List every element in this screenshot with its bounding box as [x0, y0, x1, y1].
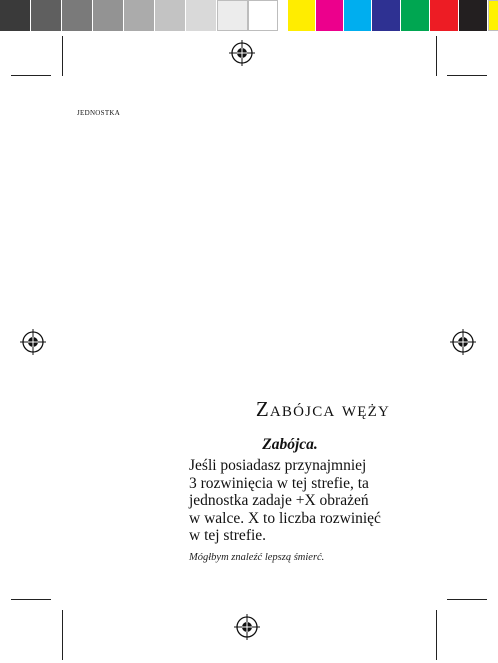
card-title: Zabójca węży	[255, 397, 390, 421]
ability-line: jednostka zadaje +X obrażeń	[189, 492, 369, 509]
gray-swatch-8	[217, 0, 248, 31]
flavor-text: Mógłbym znaleźć lepszą śmierć.	[189, 552, 325, 563]
gray-swatch-2	[31, 0, 62, 31]
crop-mark	[62, 36, 63, 76]
crop-mark	[11, 599, 51, 600]
registration-mark-icon	[20, 329, 46, 355]
crop-mark	[447, 599, 487, 600]
cyan-swatch	[344, 0, 372, 31]
crop-mark	[11, 75, 51, 76]
gray-swatch-7	[186, 0, 217, 31]
registration-mark-icon	[450, 329, 476, 355]
blue-swatch	[372, 0, 401, 31]
gray-swatch-1	[0, 0, 31, 31]
gray-swatch-3	[62, 0, 93, 31]
light-yellow-swatch	[488, 0, 498, 31]
gray-swatch-5	[124, 0, 155, 31]
white-swatch	[248, 0, 278, 31]
unit-type-label: jednostka	[77, 107, 121, 118]
registration-mark-icon	[229, 40, 255, 66]
crop-mark	[436, 36, 437, 76]
magenta-swatch	[316, 0, 344, 31]
black-swatch	[459, 0, 488, 31]
ability-line: 3 rozwinięcia w tej strefie, ta	[189, 474, 369, 492]
color-calibration-bar	[0, 0, 498, 31]
ability-name: Zabójca.	[262, 436, 318, 453]
green-swatch	[401, 0, 430, 31]
ability-text	[189, 457, 401, 545]
ability-line: w tej strefie.	[189, 527, 267, 544]
yellow-swatch	[288, 0, 316, 31]
crop-mark	[436, 610, 437, 660]
ability-line: Jeśli posiadasz przynajmniej	[189, 457, 367, 474]
gray-swatch-4	[93, 0, 124, 31]
registration-mark-icon	[234, 614, 260, 640]
ability-line: w walce. X to liczba rozwinięć	[189, 509, 381, 527]
crop-mark	[447, 75, 487, 76]
gray-swatch-6	[155, 0, 186, 31]
red-swatch	[430, 0, 459, 31]
crop-mark	[62, 610, 63, 660]
